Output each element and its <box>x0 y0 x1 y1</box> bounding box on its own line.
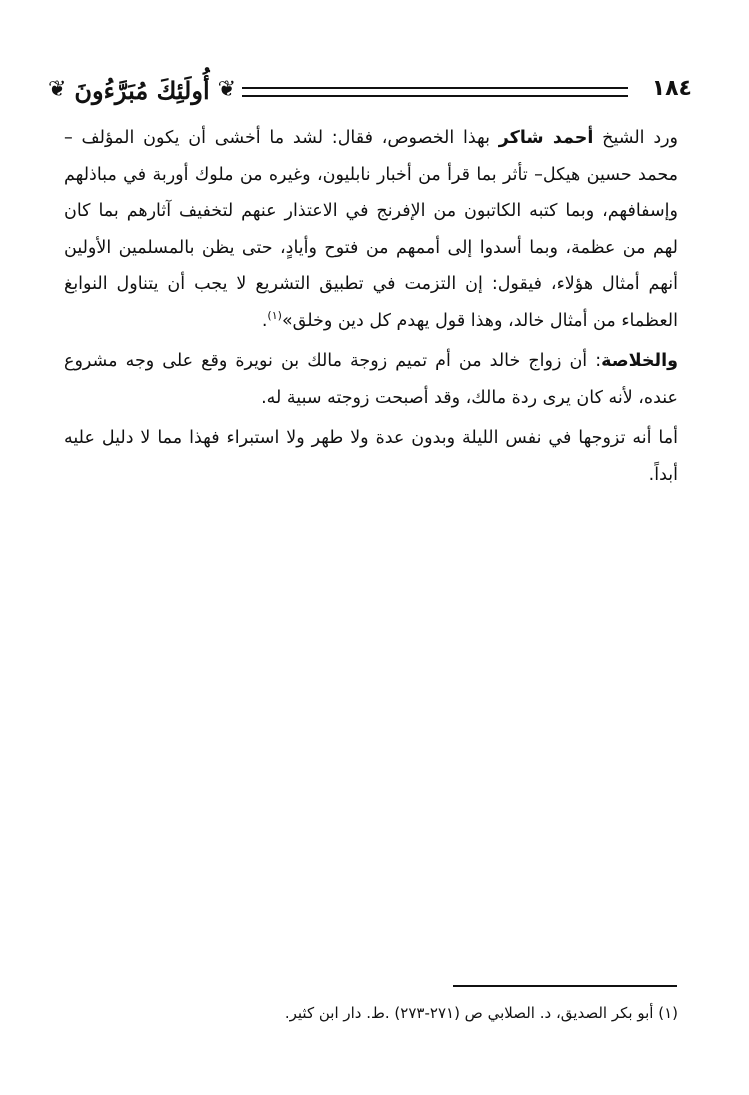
summary-label: والخلاصة <box>601 351 678 371</box>
page-number: ١٨٤ <box>651 76 692 101</box>
paragraph-quote <box>64 120 678 339</box>
footnote: (١) أبو بكر الصديق، د. الصلابي ص (٢٧١-٢٧٣) .ط. دار ابن كثير. <box>284 1004 678 1022</box>
footnote-marker[interactable]: (١) <box>267 308 282 322</box>
right-ornament-icon: ❦ <box>217 77 237 102</box>
book-title: أُولَئِكَ مُبَرَّءُونَ <box>74 75 210 105</box>
author-name: أحمد شاكر <box>498 128 594 148</box>
body-text <box>64 120 678 493</box>
p1-text: بهذا الخصوص، فقال: لشد ما أخشى أن يكون المؤلف – محمد حسين هيكل– تأثر بما قرأ من أخبار نابليون، وغيره من ملوك أوربة في مباذلهم وإسفافهم، وبما كتبه الكاتبون من الإفرنج في الاعتذار عنهم لتخفيف آثارهم بما كان لهم من عظمة، وبما أسدوا إلى أممهم من فتوح وأيادٍ، حتى يظن بالمسلمين الأولين أنهم أمثال هؤلاء، فيقول: إن التزمت في تطبيق التشريع لا يجب أن يتناول النوابغ العظماء من أمثال خالد، وهذا قول يهدم كل دين وخلق» <box>64 128 678 331</box>
p3-text: أما أنه تزوجها في نفس الليلة وبدون عدة ولا طهر ولا استبراء فهذا مما لا دليل عليه أبداً. <box>64 428 678 485</box>
p2-text: : أن زواج خالد من أم تميم زوجة مالك بن نويرة وقع على وجه مشروع عنده، لأنه كان يرى ردة مالك، وقد أصبحت زوجته سبية له. <box>64 351 678 408</box>
paragraph-summary <box>64 343 678 416</box>
running-title <box>47 70 237 110</box>
footnote-rule <box>453 985 677 987</box>
left-ornament-icon: ❦ <box>47 77 67 102</box>
paragraph-conclusion <box>64 420 678 493</box>
page-header <box>47 62 692 118</box>
p1-end: . <box>261 310 268 331</box>
header-double-rule <box>242 87 628 97</box>
p1-intro: ورد الشيخ <box>593 128 679 148</box>
